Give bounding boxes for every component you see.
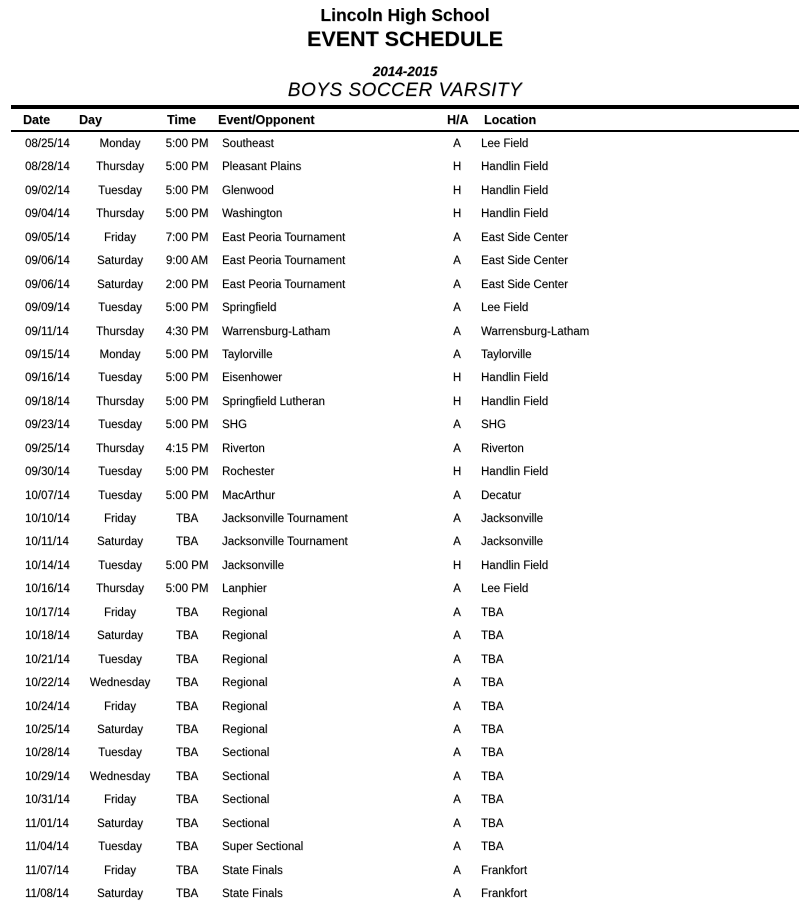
cell-event: Jacksonville Tournament: [222, 536, 348, 549]
column-header-location: Location: [484, 113, 537, 127]
cell-ha: A: [453, 278, 461, 291]
cell-date: 09/25/14: [25, 442, 70, 455]
cell-location: TBA: [481, 606, 504, 619]
cell-date: 10/18/14: [25, 630, 70, 643]
cell-time: TBA: [175, 841, 199, 854]
cell-time: TBA: [175, 700, 199, 713]
cell-ha: A: [453, 864, 461, 877]
table-row: [0, 227, 800, 250]
header-rule-top: [11, 105, 799, 109]
table-row: [0, 367, 800, 390]
table-row: [0, 578, 800, 601]
cell-date: 10/16/14: [25, 583, 70, 596]
cell-location: TBA: [481, 817, 504, 830]
cell-location: TBA: [481, 630, 504, 643]
cell-event: East Peoria Tournament: [222, 231, 346, 244]
cell-time: 4:15 PM: [165, 442, 209, 455]
cell-ha: A: [453, 442, 461, 455]
cell-event: State Finals: [222, 888, 283, 900]
cell-event: MacArthur: [222, 489, 276, 502]
cell-ha: A: [453, 817, 461, 830]
table-row: [0, 414, 800, 437]
document-title: EVENT SCHEDULE: [307, 27, 503, 51]
cell-time: TBA: [175, 864, 199, 877]
cell-date: 11/01/14: [25, 817, 69, 830]
cell-location: Lee Field: [481, 302, 529, 315]
cell-day: Saturday: [96, 255, 144, 268]
cell-time: TBA: [175, 888, 199, 900]
cell-date: 09/15/14: [25, 348, 70, 361]
cell-ha: A: [453, 231, 461, 244]
cell-date: 09/06/14: [25, 255, 70, 268]
table-row: [0, 461, 800, 484]
cell-ha: A: [453, 723, 461, 736]
cell-date: 10/11/14: [25, 536, 69, 549]
cell-ha: A: [453, 653, 461, 666]
cell-day: Thursday: [96, 583, 144, 596]
cell-day: Monday: [99, 348, 141, 361]
cell-day: Wednesday: [89, 677, 151, 690]
cell-time: 5:00 PM: [165, 348, 209, 361]
cell-time: TBA: [175, 794, 199, 807]
cell-date: 09/02/14: [25, 184, 70, 197]
cell-day: Friday: [104, 513, 136, 525]
cell-day: Saturday: [96, 723, 144, 736]
cell-time: 5:00 PM: [165, 489, 209, 502]
cell-event: Lanphier: [222, 583, 267, 596]
table-row: [0, 883, 800, 906]
cell-time: 5:00 PM: [165, 208, 209, 221]
cell-day: Friday: [104, 606, 136, 619]
table-row: [0, 742, 800, 765]
cell-time: 5:00 PM: [165, 138, 209, 150]
table-row: [0, 297, 800, 320]
cell-event: State Finals: [222, 864, 283, 877]
cell-date: 11/04/14: [25, 841, 69, 854]
cell-time: TBA: [175, 770, 199, 783]
cell-ha: A: [453, 536, 461, 549]
cell-ha: A: [453, 888, 461, 900]
cell-ha: H: [452, 161, 462, 174]
table-row: [0, 485, 800, 508]
cell-day: Thursday: [96, 161, 144, 174]
cell-date: 10/17/14: [25, 606, 70, 619]
column-header-date: Date: [23, 113, 51, 127]
table-row: [0, 789, 800, 812]
cell-ha: H: [452, 372, 462, 385]
cell-date: 09/30/14: [25, 466, 70, 479]
cell-date: 10/22/14: [25, 677, 70, 690]
table-row: [0, 602, 800, 625]
cell-time: TBA: [175, 606, 199, 619]
cell-time: TBA: [175, 653, 199, 666]
table-row: [0, 391, 800, 414]
table-row: [0, 156, 800, 179]
table-row: [0, 836, 800, 859]
cell-event: Southeast: [222, 138, 274, 150]
team-name: BOYS SOCCER VARSITY: [287, 80, 523, 101]
cell-event: Eisenhower: [222, 372, 283, 385]
cell-location: TBA: [481, 677, 504, 690]
cell-ha: A: [453, 747, 461, 760]
cell-event: Sectional: [222, 747, 270, 760]
cell-location: Handlin Field: [481, 161, 549, 174]
cell-day: Tuesday: [98, 372, 142, 385]
cell-day: Saturday: [96, 888, 144, 900]
cell-day: Tuesday: [98, 466, 142, 479]
school-name: Lincoln High School: [320, 5, 490, 25]
table-row: [0, 344, 800, 367]
cell-event: Jacksonville Tournament: [222, 513, 348, 525]
cell-time: 5:00 PM: [165, 302, 209, 315]
cell-day: Thursday: [96, 325, 144, 338]
table-row: [0, 696, 800, 719]
cell-day: Tuesday: [98, 419, 142, 432]
cell-ha: A: [453, 677, 461, 690]
table-row: [0, 531, 800, 554]
column-header-ha: H/A: [447, 113, 469, 127]
cell-day: Saturday: [96, 630, 144, 643]
cell-location: Handlin Field: [481, 208, 549, 221]
cell-time: 9:00 AM: [165, 255, 209, 268]
cell-event: East Peoria Tournament: [222, 278, 346, 291]
cell-date: 09/11/14: [25, 325, 69, 338]
cell-event: Regional: [222, 723, 268, 736]
cell-event: Rochester: [222, 466, 275, 479]
cell-ha: A: [453, 606, 461, 619]
table-row: [0, 508, 800, 531]
cell-location: Lee Field: [481, 583, 529, 596]
cell-location: Jacksonville: [481, 536, 543, 549]
cell-location: East Side Center: [481, 255, 568, 268]
cell-event: Glenwood: [222, 184, 274, 197]
cell-date: 10/14/14: [25, 559, 70, 572]
table-row: [0, 649, 800, 672]
cell-event: Taylorville: [222, 348, 273, 361]
cell-event: Sectional: [222, 817, 270, 830]
cell-location: TBA: [481, 723, 504, 736]
cell-location: Frankfort: [481, 864, 528, 877]
column-header-time: Time: [167, 113, 196, 127]
cell-day: Friday: [104, 794, 136, 807]
table-row: [0, 203, 800, 226]
cell-date: 09/18/14: [25, 395, 70, 408]
cell-day: Tuesday: [98, 747, 142, 760]
table-row: [0, 860, 800, 883]
cell-event: Jacksonville: [222, 559, 284, 572]
cell-time: 5:00 PM: [165, 559, 209, 572]
cell-date: 08/28/14: [25, 161, 70, 174]
cell-event: Regional: [222, 700, 268, 713]
cell-ha: A: [453, 302, 461, 315]
table-row: [0, 719, 800, 742]
table-row: [0, 813, 800, 836]
cell-ha: A: [453, 255, 461, 268]
cell-time: 5:00 PM: [165, 419, 209, 432]
cell-ha: A: [453, 419, 461, 432]
cell-day: Monday: [99, 138, 141, 150]
cell-date: 09/04/14: [25, 208, 70, 221]
cell-location: Handlin Field: [481, 372, 549, 385]
cell-time: 5:00 PM: [165, 395, 209, 408]
cell-ha: A: [453, 138, 461, 150]
cell-event: Sectional: [222, 770, 270, 783]
cell-event: SHG: [222, 419, 247, 432]
cell-ha: H: [452, 466, 462, 479]
cell-date: 10/10/14: [25, 513, 70, 525]
cell-ha: A: [453, 794, 461, 807]
table-row: [0, 438, 800, 461]
cell-location: Handlin Field: [481, 466, 549, 479]
cell-location: Lee Field: [481, 138, 529, 150]
cell-location: Decatur: [481, 489, 522, 502]
cell-day: Friday: [104, 231, 136, 244]
cell-date: 11/07/14: [25, 864, 69, 877]
cell-day: Thursday: [96, 395, 144, 408]
cell-time: TBA: [175, 817, 199, 830]
cell-ha: A: [453, 583, 461, 596]
cell-location: Handlin Field: [481, 395, 549, 408]
cell-day: Friday: [104, 700, 136, 713]
cell-event: Riverton: [222, 442, 265, 455]
cell-day: Tuesday: [98, 184, 142, 197]
cell-location: East Side Center: [481, 231, 568, 244]
cell-location: TBA: [481, 841, 504, 854]
cell-ha: A: [453, 348, 461, 361]
table-row: [0, 625, 800, 648]
cell-day: Tuesday: [98, 559, 142, 572]
cell-location: Riverton: [481, 442, 524, 455]
cell-date: 09/23/14: [25, 419, 70, 432]
cell-date: 10/21/14: [25, 653, 70, 666]
cell-ha: A: [453, 770, 461, 783]
cell-ha: H: [452, 184, 462, 197]
cell-date: 10/31/14: [25, 794, 70, 807]
cell-time: 5:00 PM: [165, 372, 209, 385]
cell-event: Springfield Lutheran: [222, 395, 325, 408]
cell-day: Saturday: [96, 536, 144, 549]
cell-date: 10/28/14: [25, 747, 70, 760]
cell-ha: A: [453, 700, 461, 713]
cell-event: Washington: [222, 208, 283, 221]
cell-date: 08/25/14: [25, 138, 70, 150]
cell-event: Sectional: [222, 794, 270, 807]
cell-date: 09/09/14: [25, 302, 70, 315]
cell-location: Handlin Field: [481, 184, 549, 197]
cell-date: 11/08/14: [25, 888, 69, 900]
cell-day: Wednesday: [89, 770, 151, 783]
table-row: [0, 274, 800, 297]
cell-time: 5:00 PM: [165, 161, 209, 174]
cell-time: 5:00 PM: [165, 466, 209, 479]
column-header-event: Event/Opponent: [218, 113, 315, 127]
cell-location: Jacksonville: [481, 513, 543, 525]
cell-event: Warrensburg-Latham: [222, 325, 331, 338]
cell-ha: H: [452, 395, 462, 408]
cell-ha: A: [453, 513, 461, 525]
cell-time: TBA: [175, 536, 199, 549]
cell-event: Regional: [222, 677, 268, 690]
cell-day: Tuesday: [98, 302, 142, 315]
cell-location: Taylorville: [481, 348, 532, 361]
table-row: [0, 133, 800, 156]
cell-ha: A: [453, 630, 461, 643]
cell-event: Pleasant Plains: [222, 161, 302, 174]
cell-day: Saturday: [96, 278, 144, 291]
schedule-table-body: [0, 133, 800, 906]
cell-location: TBA: [481, 794, 504, 807]
table-row: [0, 672, 800, 695]
column-header-day: Day: [79, 113, 102, 127]
cell-location: East Side Center: [481, 278, 568, 291]
cell-location: TBA: [481, 747, 504, 760]
cell-location: TBA: [481, 700, 504, 713]
cell-ha: A: [453, 489, 461, 502]
cell-event: Regional: [222, 630, 268, 643]
table-header-row: [0, 111, 800, 130]
season-years: 2014-2015: [372, 64, 438, 79]
cell-date: 09/06/14: [25, 278, 70, 291]
table-row: [0, 250, 800, 273]
cell-day: Friday: [104, 864, 136, 877]
cell-date: 10/25/14: [25, 723, 70, 736]
cell-event: Springfield: [222, 302, 277, 315]
cell-date: 10/29/14: [25, 770, 70, 783]
cell-location: Warrensburg-Latham: [481, 325, 590, 338]
table-row: [0, 555, 800, 578]
cell-time: 2:00 PM: [165, 278, 209, 291]
cell-time: 5:00 PM: [165, 583, 209, 596]
cell-time: TBA: [175, 630, 199, 643]
cell-ha: H: [452, 559, 462, 572]
cell-day: Thursday: [96, 442, 144, 455]
cell-day: Tuesday: [98, 841, 142, 854]
cell-date: 10/24/14: [25, 700, 70, 713]
cell-day: Tuesday: [98, 653, 142, 666]
cell-day: Saturday: [96, 817, 144, 830]
cell-location: TBA: [481, 770, 504, 783]
cell-location: Frankfort: [481, 888, 528, 900]
header-rule-bottom: [11, 130, 799, 132]
cell-time: TBA: [175, 723, 199, 736]
cell-event: Regional: [222, 606, 268, 619]
cell-time: 7:00 PM: [165, 231, 209, 244]
cell-date: 09/05/14: [25, 231, 70, 244]
cell-time: TBA: [175, 513, 199, 525]
table-row: [0, 766, 800, 789]
cell-time: 5:00 PM: [165, 184, 209, 197]
cell-event: East Peoria Tournament: [222, 255, 346, 268]
cell-event: Super Sectional: [222, 841, 304, 854]
cell-location: SHG: [481, 419, 506, 432]
cell-day: Thursday: [96, 208, 144, 221]
table-row: [0, 180, 800, 203]
cell-ha: A: [453, 325, 461, 338]
cell-date: 10/07/14: [25, 489, 70, 502]
cell-ha: A: [453, 841, 461, 854]
cell-location: TBA: [481, 653, 504, 666]
table-row: [0, 321, 800, 344]
cell-date: 09/16/14: [25, 372, 70, 385]
cell-ha: H: [452, 208, 462, 221]
cell-time: TBA: [175, 747, 199, 760]
cell-day: Tuesday: [98, 489, 142, 502]
cell-time: TBA: [175, 677, 199, 690]
cell-event: Regional: [222, 653, 268, 666]
cell-time: 4:30 PM: [165, 325, 209, 338]
cell-location: Handlin Field: [481, 559, 549, 572]
